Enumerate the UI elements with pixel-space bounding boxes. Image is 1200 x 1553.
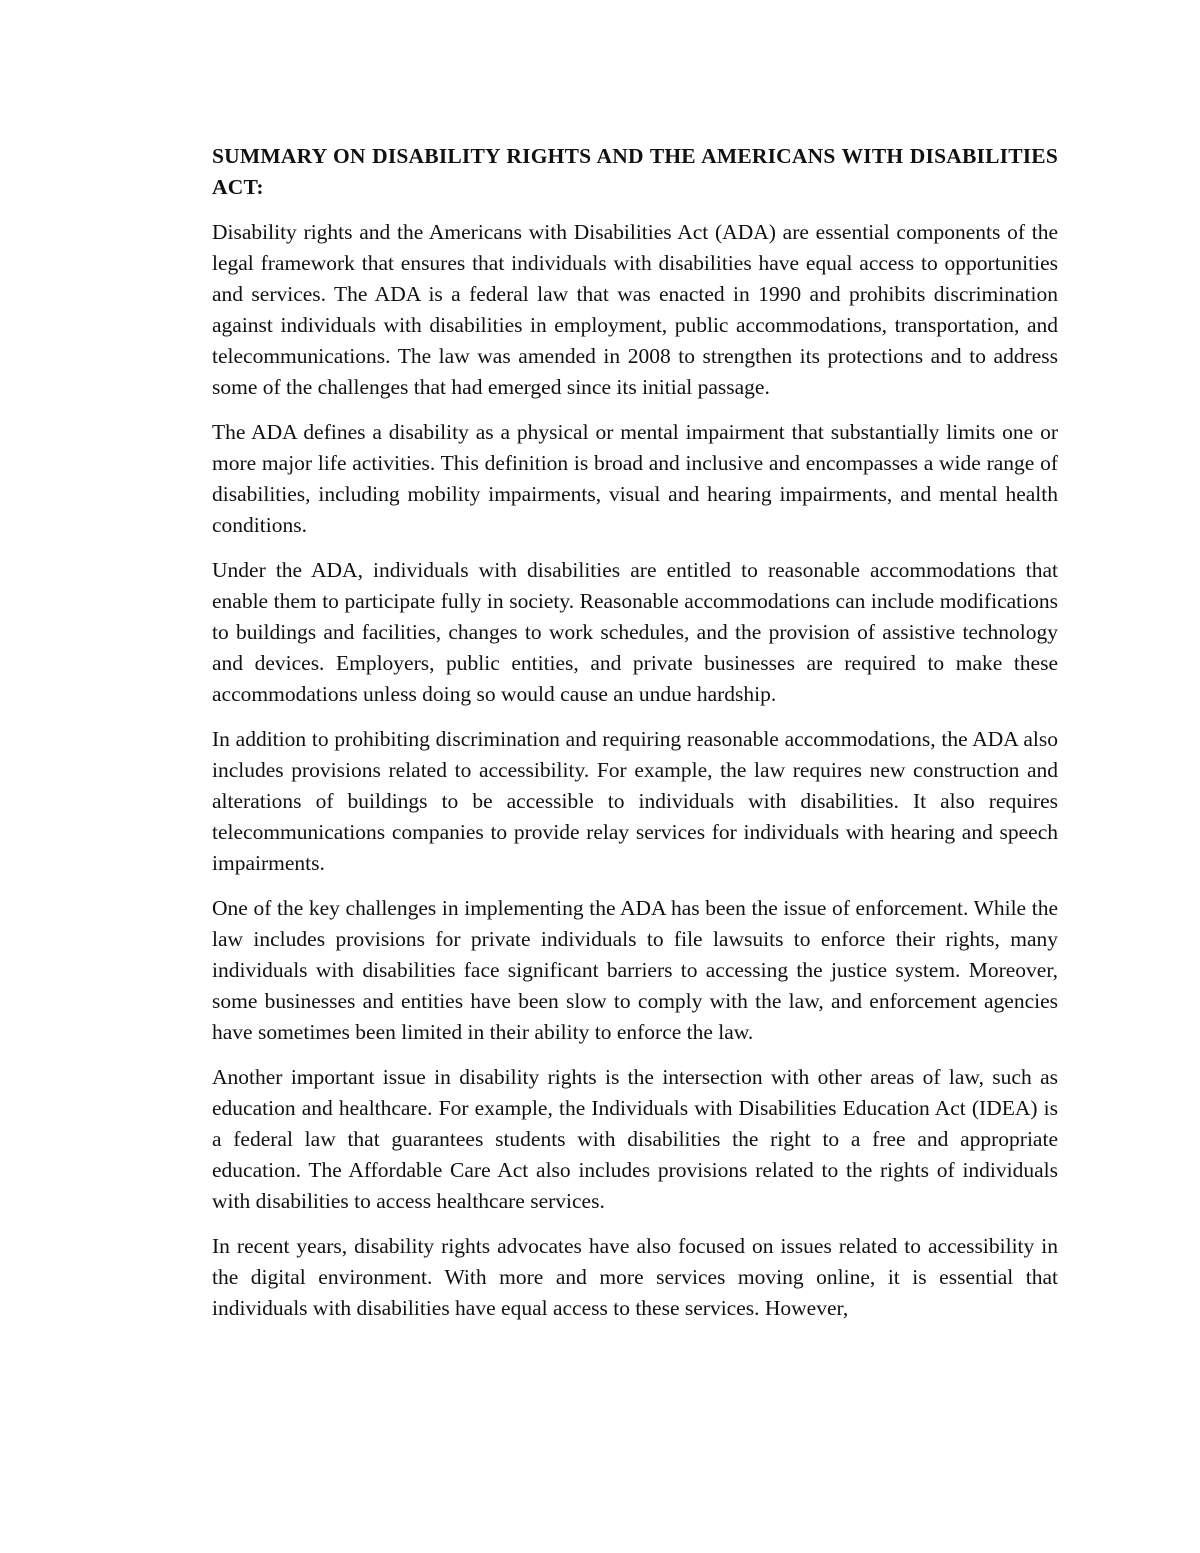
paragraph-3: Under the ADA, individuals with disabilities are entitled to reasonable accommodations that enable them to participate fully in society. Reasonable accommodations can include modifications to buildings and facilities, changes to work schedules, and the provision of assistive technology and devices. Employers, public entities, and private businesses are required to make these accommodations unless doing so would cause an undue hardship. [212,558,1058,706]
paragraph-1: Disability rights and the Americans with Disabilities Act (ADA) are essential components of the legal framework that ensures that individuals with disabilities have equal access to opportunities and services. The ADA is a federal law that was enacted in 1990 and prohibits discrimination against individuals with disabilities in employment, public accommodations, transportation, and telecommunications. The law was amended in 2008 to strengthen its protections and to address some of the challenges that had emerged since its initial passage. [212,220,1058,399]
paragraph-5: One of the key challenges in implementing the ADA has been the issue of enforcement. While the law includes provisions for private individuals to file lawsuits to enforce their rights, many individuals with disabilities face significant barriers to accessing the justice system. Moreover, some businesses and entities have been slow to comply with the law, and enforcement agencies have sometimes been limited in their ability to enforce the law. [212,896,1058,1044]
paragraph-2: The ADA defines a disability as a physical or mental impairment that substantially limits one or more major life activities. This definition is broad and inclusive and encompasses a wide range of disabilities, including mobility impairments, visual and hearing impairments, and mental health conditions. [212,420,1058,537]
document-title: SUMMARY ON DISABILITY RIGHTS AND THE AMERICANS WITH DISABILITIES ACT: [212,144,1058,199]
paragraph-4: In addition to prohibiting discrimination and requiring reasonable accommodations, the ADA also includes provisions related to accessibility. For example, the law requires new construction and alterations of buildings to be accessible to individuals with disabilities. It also requires telecommunications companies to provide relay services for individuals with hearing and speech impairments. [212,727,1058,875]
document-body [212,141,1058,1338]
paragraph-6: Another important issue in disability rights is the intersection with other areas of law, such as education and healthcare. For example, the Individuals with Disabilities Education Act (IDEA) is a federal law that guarantees students with disabilities the right to a free and appropriate education. The Affordable Care Act also includes provisions related to the rights of individuals with disabilities to access healthcare services. [212,1065,1058,1213]
paragraph-7: In recent years, disability rights advocates have also focused on issues related to accessibility in the digital environment. With more and more services moving online, it is essential that individuals with disabilities have equal access to these services. However, [212,1234,1058,1320]
